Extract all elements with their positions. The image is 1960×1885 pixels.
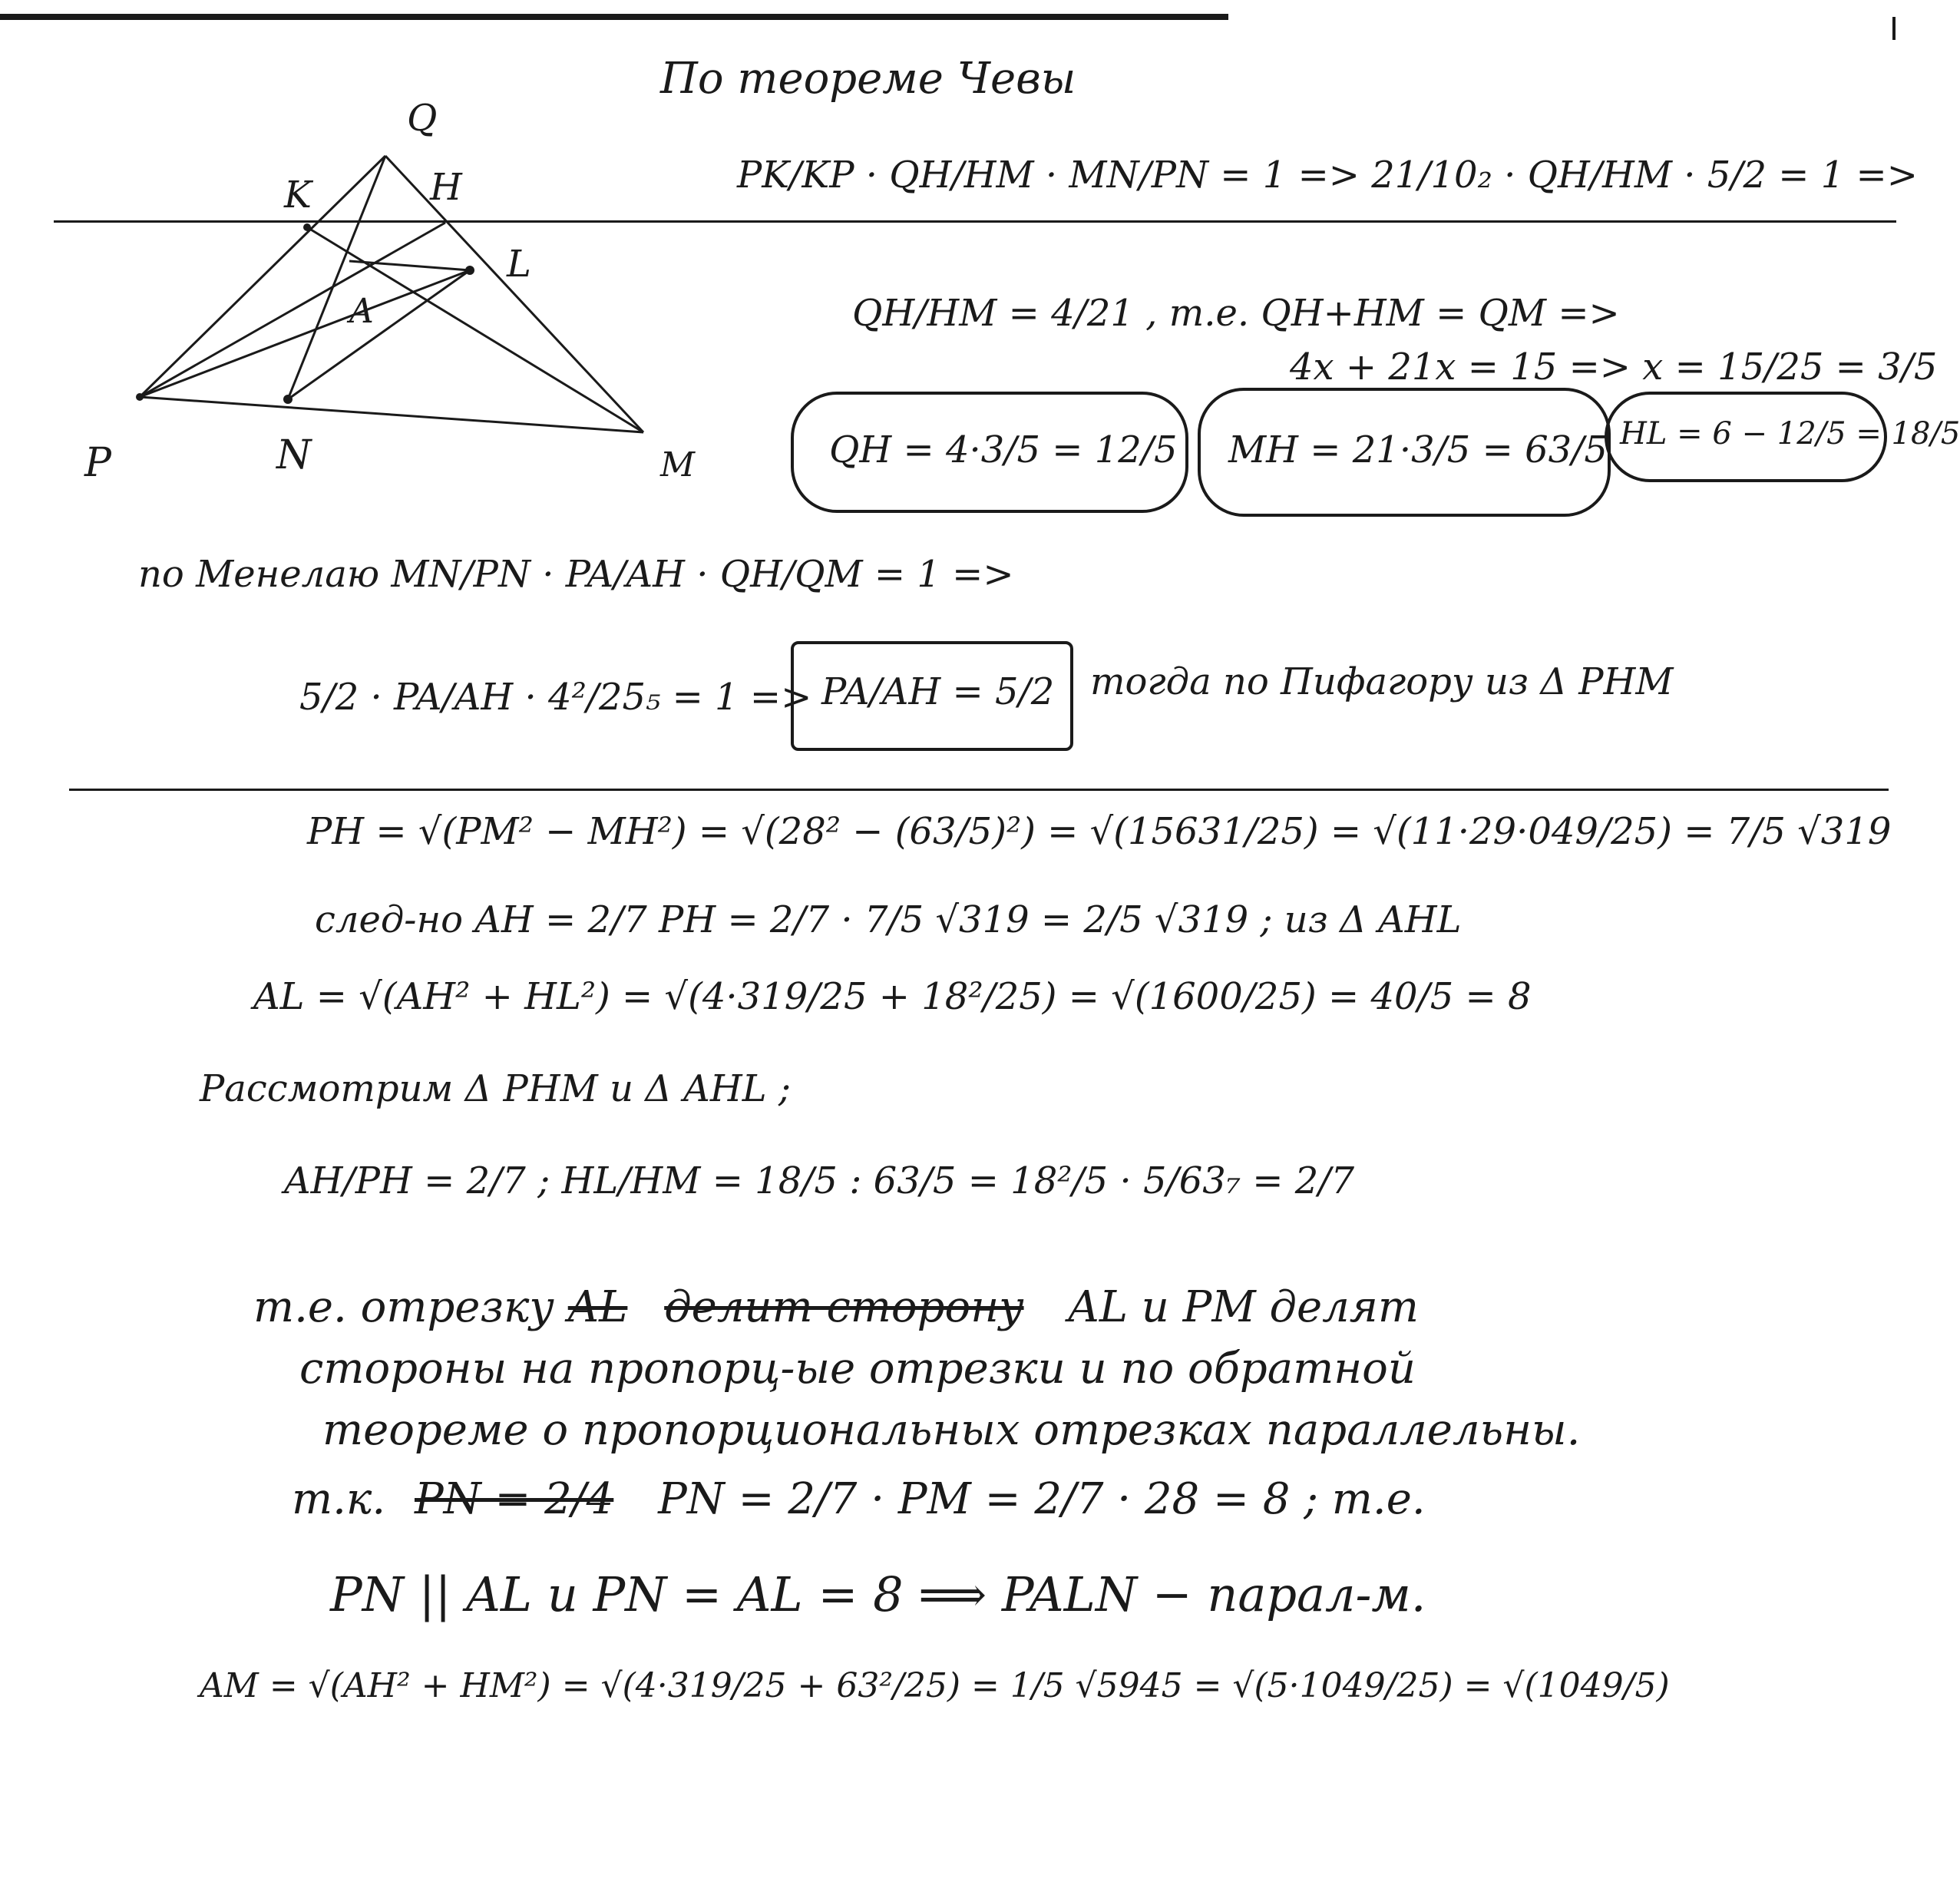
line4-start: т.к. — [292, 1474, 386, 1524]
consider-triangles: Рассмотрим Δ PHM и Δ AHL ; — [200, 1067, 791, 1110]
menelaus-equation: по Менелаю MN/PN · PA/AH · QH/QM = 1 => — [138, 553, 1014, 596]
corner-mark — [1892, 17, 1896, 40]
line1-end: AL и PM делят — [1068, 1282, 1419, 1332]
vertex-n: N — [276, 432, 312, 478]
struck-pn: PN = 2/4 — [414, 1474, 614, 1524]
paragraph-line-1 — [253, 1282, 1419, 1332]
al-computation: AL = √(AH² + HL²) = √(4·319/25 + 18²/25) = √(1600/25) = 40/5 = 8 — [253, 975, 1532, 1018]
paragraph-line-4 — [292, 1474, 1426, 1524]
vertex-m: M — [660, 445, 696, 484]
vertex-q: Q — [407, 97, 438, 140]
vertex-l: L — [507, 243, 531, 286]
top-border-line — [0, 14, 1228, 20]
struck-al: AL — [567, 1282, 628, 1332]
paragraph-line-2: стороны на пропорц-ые отрезки и по обратной — [299, 1344, 1416, 1394]
triangle-diagram — [77, 97, 768, 530]
pythagoras-note: тогда по Пифагору из Δ PHM — [1090, 660, 1674, 703]
struck-phrase: делит сторону — [664, 1282, 1024, 1332]
ratio-qh-hm: QH/HM = 4/21 , т.е. QH+HM = QM => — [852, 292, 1620, 335]
ah-computation: след-но AH = 2/7 PH = 2/7 · 7/5 √319 = 2/5 √319 ; из Δ AHL — [315, 898, 1462, 941]
menelaus-substitution: 5/2 · PA/AH · 4²/25₅ = 1 => — [299, 676, 812, 719]
pa-ah-ratio: PA/AH = 5/2 — [821, 670, 1055, 713]
ruler-line-2 — [69, 789, 1889, 791]
qh-value: QH = 4·3/5 = 12/5 — [829, 428, 1178, 471]
paragraph-line-3: теореме о пропорциональных отрезках параллельны. — [322, 1405, 1581, 1455]
line4-end: PN = 2/7 · PM = 2/7 · 28 = 8 ; т.е. — [658, 1474, 1426, 1524]
vertex-k: K — [284, 174, 312, 217]
hl-value: HL = 6 − 12/5 = 18/5 — [1620, 416, 1960, 451]
ceva-heading: По теореме Чевы — [660, 54, 1076, 104]
vertex-a: A — [349, 292, 374, 331]
conclusion-line: PN || AL и PN = AL = 8 ⟹ PALN − парал-м. — [330, 1566, 1426, 1622]
equation-x: 4x + 21x = 15 => x = 15/25 = 3/5 — [1290, 346, 1938, 389]
vertex-p: P — [84, 440, 111, 486]
am-computation: AM = √(AH² + HM²) = √(4·319/25 + 63²/25) = 1/5 √5945 = √(5·1049/25) = √(1049/5) — [200, 1666, 1670, 1705]
line1-start: т.е. отрезку — [253, 1282, 554, 1332]
mh-value: MH = 21·3/5 = 63/5 — [1228, 428, 1608, 471]
similar-ratios: AH/PH = 2/7 ; HL/HM = 18/5 : 63/5 = 18²/5 · 5/63₇ = 2/7 — [284, 1159, 1354, 1202]
vertex-h: H — [430, 166, 462, 209]
ceva-equation: PK/KP · QH/HM · MN/PN = 1 => 21/10₂ · QH/HM · 5/2 = 1 => — [737, 154, 1918, 197]
ph-computation: PH = √(PM² − MH²) = √(28² − (63/5)²) = √(15631/25) = √(11·29·049/25) = 7/5 √319 — [307, 810, 1892, 853]
